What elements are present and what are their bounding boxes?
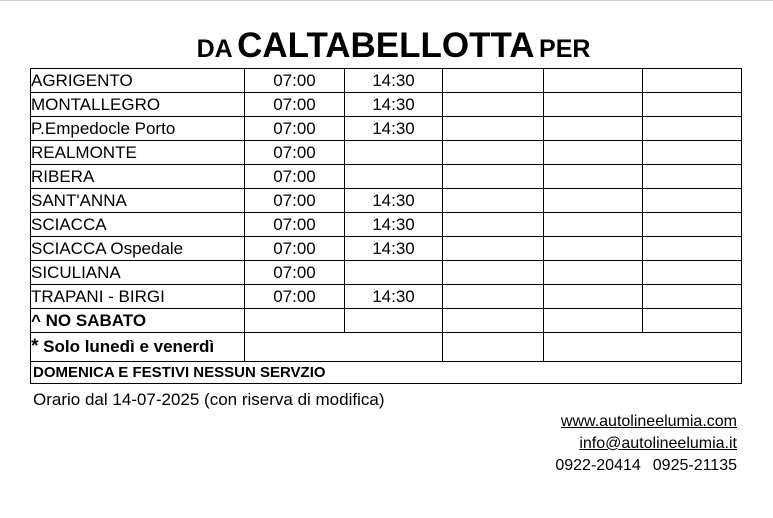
website-link[interactable]: www.autolineelumia.com (560, 413, 737, 430)
departure-time-cell (643, 189, 742, 213)
contacts-block (555, 411, 737, 477)
departure-time-cell (643, 213, 742, 237)
route-destination: SCIACCA (31, 213, 245, 237)
route-row (31, 93, 742, 117)
empty-cell (443, 333, 544, 362)
departure-time-cell: 07:00 (245, 141, 345, 165)
departure-time-cell: 14:30 (345, 285, 443, 309)
empty-cell (245, 309, 345, 333)
route-row (31, 69, 742, 93)
departure-time-cell (544, 285, 643, 309)
departure-time-cell (544, 189, 643, 213)
route-destination: REALMONTE (31, 141, 245, 165)
empty-cell (443, 309, 544, 333)
departure-time-cell (643, 117, 742, 141)
departure-time-cell (643, 261, 742, 285)
empty-cell (544, 333, 742, 362)
route-row (31, 141, 742, 165)
title-suffix: PER (539, 35, 591, 63)
departure-time-cell (345, 165, 443, 189)
email-link[interactable]: info@autolineelumia.it (579, 435, 737, 452)
departure-time-cell: 07:00 (245, 117, 345, 141)
departure-time-cell (443, 69, 544, 93)
route-row (31, 237, 742, 261)
route-destination: TRAPANI - BIRGI (31, 285, 245, 309)
departure-time-cell (544, 261, 643, 285)
phone-2: 0925-21135 (652, 457, 737, 474)
departure-time-cell: 07:00 (245, 285, 345, 309)
departure-time-cell: 07:00 (245, 189, 345, 213)
empty-cell (345, 309, 443, 333)
route-row (31, 189, 742, 213)
departure-time-cell: 14:30 (345, 69, 443, 93)
note-star: * (31, 336, 39, 357)
departure-time-cell: 07:00 (245, 165, 345, 189)
note-mon-fri-only (31, 333, 245, 362)
departure-time-cell (443, 189, 544, 213)
empty-cell (544, 309, 643, 333)
note-row-no-saturday (31, 309, 742, 333)
route-row (31, 213, 742, 237)
note-row-sundays (31, 362, 742, 384)
departure-time-cell: 07:00 (245, 237, 345, 261)
departure-time-cell (345, 261, 443, 285)
departure-time-cell (544, 141, 643, 165)
departure-time-cell: 14:30 (345, 93, 443, 117)
departure-time-cell (544, 213, 643, 237)
departure-time-cell (544, 69, 643, 93)
departure-time-cell (443, 93, 544, 117)
departure-time-cell: 14:30 (345, 237, 443, 261)
route-row (31, 261, 742, 285)
route-destination: P.Empedocle Porto (31, 117, 245, 141)
departure-time-cell (544, 165, 643, 189)
departure-time-cell (443, 261, 544, 285)
route-row (31, 285, 742, 309)
timetable-body (31, 69, 742, 309)
route-row (31, 117, 742, 141)
note-sundays: DOMENICA E FESTIVI NESSUN SERVZIO (31, 362, 742, 384)
departure-time-cell (643, 69, 742, 93)
departure-time-cell (443, 141, 544, 165)
timetable (30, 68, 742, 384)
page-title (0, 26, 773, 66)
departure-time-cell (443, 165, 544, 189)
departure-time-cell (643, 237, 742, 261)
timetable-notes (31, 309, 742, 384)
departure-time-cell (345, 141, 443, 165)
departure-time-cell: 07:00 (245, 69, 345, 93)
departure-time-cell (443, 213, 544, 237)
departure-time-cell (443, 285, 544, 309)
departure-time-cell: 07:00 (245, 93, 345, 117)
departure-time-cell (643, 93, 742, 117)
departure-time-cell (544, 117, 643, 141)
empty-cell (245, 333, 443, 362)
route-destination: RIBERA (31, 165, 245, 189)
route-destination: MONTALLEGRO (31, 93, 245, 117)
note-row-mon-fri (31, 333, 742, 362)
departure-time-cell (643, 165, 742, 189)
departure-time-cell (443, 237, 544, 261)
validity-note: Orario dal 14-07-2025 (con riserva di modifica) (33, 390, 385, 409)
phone-1: 0922-20414 (555, 457, 641, 474)
departure-time-cell: 07:00 (245, 213, 345, 237)
title-prefix: DA (196, 35, 233, 63)
title-town: CALTABELLOTTA (237, 26, 535, 65)
route-destination: AGRIGENTO (31, 69, 245, 93)
empty-cell (643, 309, 742, 333)
top-border-line (0, 0, 773, 1)
departure-time-cell: 07:00 (245, 261, 345, 285)
note-mon-fri-text: Solo lunedì e venerdì (43, 337, 215, 356)
route-destination: SCIACCA Ospedale (31, 237, 245, 261)
departure-time-cell (643, 141, 742, 165)
departure-time-cell (443, 117, 544, 141)
route-destination: SANT'ANNA (31, 189, 245, 213)
departure-time-cell (544, 93, 643, 117)
departure-time-cell: 14:30 (345, 189, 443, 213)
note-no-saturday: ^ NO SABATO (31, 309, 245, 333)
departure-time-cell (544, 237, 643, 261)
phone-numbers (555, 455, 737, 477)
departure-time-cell (643, 285, 742, 309)
departure-time-cell: 14:30 (345, 117, 443, 141)
route-row (31, 165, 742, 189)
route-destination: SICULIANA (31, 261, 245, 285)
departure-time-cell: 14:30 (345, 213, 443, 237)
